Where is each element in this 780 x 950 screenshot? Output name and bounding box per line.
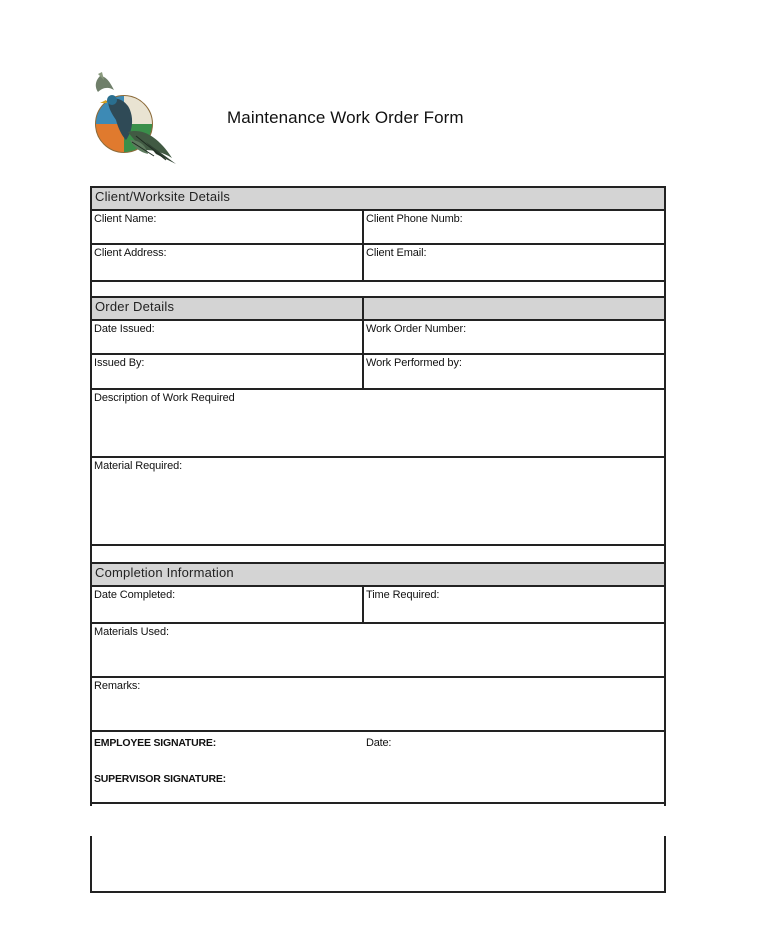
spacer-row [92,280,664,296]
order-section-header-blank [364,296,664,319]
client-name-field[interactable]: Client Name: [92,209,364,243]
completion-section-header: Completion Information [92,562,664,585]
material-required-field[interactable]: Material Required: [92,456,664,544]
remarks-field[interactable]: Remarks: [92,676,664,730]
time-required-field[interactable]: Time Required: [364,585,664,622]
materials-used-field[interactable]: Materials Used: [92,622,664,676]
client-email-field[interactable]: Client Email: [364,243,664,280]
signature-block [92,730,664,802]
work-order-number-field[interactable]: Work Order Number: [364,319,664,353]
left-border-gap [90,806,92,836]
issued-by-field[interactable]: Issued By: [92,353,364,388]
form-title: Maintenance Work Order Form [227,108,464,127]
right-border-gap [664,806,666,836]
client-phone-field[interactable]: Client Phone Numb: [364,209,664,243]
blank-footer-area [92,802,664,893]
spacer-row-2 [92,544,664,562]
signature-date-label[interactable]: Date: [366,737,392,749]
client-address-field[interactable]: Client Address: [92,243,364,280]
form-bottom-border [92,891,664,893]
date-issued-field[interactable]: Date Issued: [92,319,364,353]
eagle-logo-icon [86,70,178,166]
work-order-form [90,186,666,893]
supervisor-signature-label[interactable]: SUPERVISOR SIGNATURE: [94,773,226,785]
work-performed-by-field[interactable]: Work Performed by: [364,353,664,388]
employee-signature-label[interactable]: EMPLOYEE SIGNATURE: [94,737,217,749]
description-field[interactable]: Description of Work Required [92,388,664,456]
order-section-header: Order Details [92,296,364,319]
date-completed-field[interactable]: Date Completed: [92,585,364,622]
client-section-header: Client/Worksite Details [92,186,664,209]
